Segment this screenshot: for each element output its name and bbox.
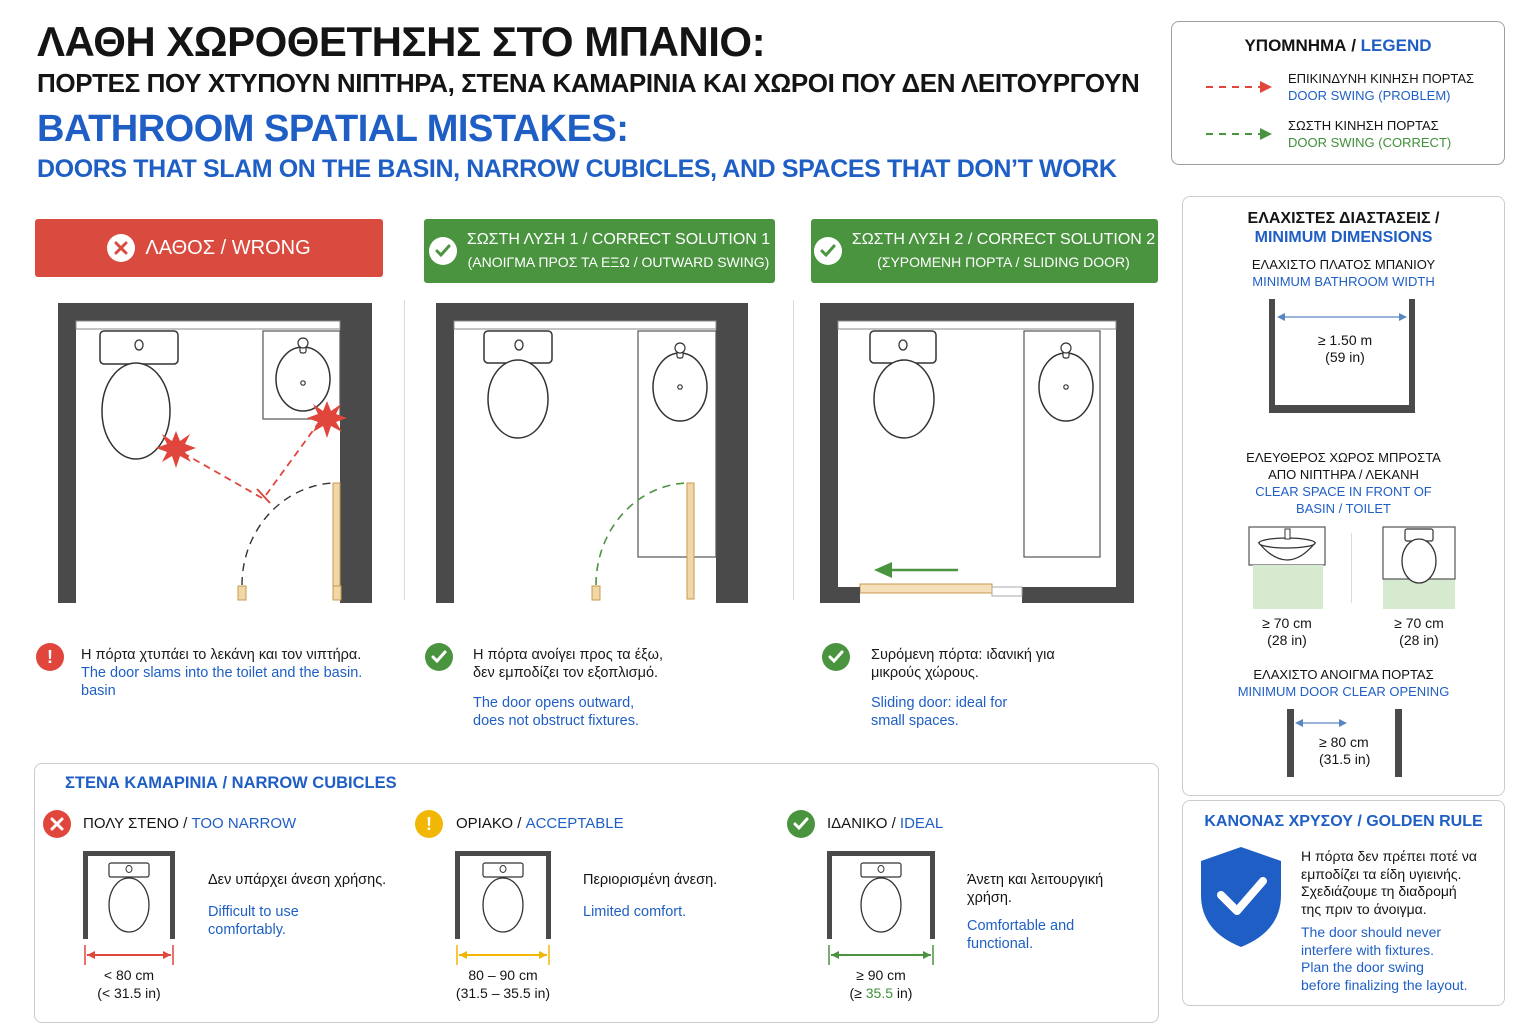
label-too-narrow: ΠΟΛΥ ΣΤΕΝΟ / TOO NARROW (83, 815, 297, 832)
width-label: ΕΛΑΧΙΣΤΟ ΠΛΑΤΟΣ ΜΠΑΝΙΟΥ MINIMUM BATHROOM WIDTH (1251, 257, 1436, 289)
golden-rule-text: Η πόρτα δεν πρέπει ποτέ να εμποδίζει τα είδη υγιεινής. Σχεδιάζουμε τη διαδρομή της πριν το άνοιγμα. The door should never interfere with fixtures. Plan the door swing before finalizing the layout. (1301, 848, 1478, 993)
dim-ideal: ≥ 90 cm (≥ 35.5 in) (849, 967, 913, 1001)
floorplan-wrong (58, 303, 372, 603)
panel-divider (793, 300, 794, 600)
floorplan-correct-2 (820, 303, 1134, 603)
page-title-english: BATHROOM SPATIAL MISTAKES: (37, 108, 629, 150)
minimum-dimensions-box (1182, 196, 1505, 796)
caution-icon: ! (415, 810, 443, 838)
cubicles-title: ΣΤΕΝΑ ΚΑΜΑΡΙΝΙΑ / NARROW CUBICLES (65, 774, 397, 792)
basin-clearance-value: ≥ 70 cm (28 in) (1262, 615, 1312, 648)
desc-acceptable: Περιορισμένη άνεση. Limited comfort. (583, 872, 718, 920)
note-correct-1: Η πόρτα ανοίγει προς τα έξω, δεν εμποδίζει τον εξοπλισμό. The door opens outward, does not obstruct fixtures. (473, 647, 664, 729)
golden-rule-title: ΚΑΝΟΝΑΣ ΧΡΥΣΟΥ / GOLDEN RULE (1204, 813, 1483, 830)
toilet-clearance-diagram (1381, 525, 1457, 613)
width-value: ≥ 1.50 m (59 in) (1317, 332, 1373, 365)
legend-box (1171, 21, 1505, 165)
page-subtitle-greek: ΠΟΡΤΕΣ ΠΟΥ ΧΤΥΠΟΥΝ ΝΙΠΤΗΡΑ, ΣΤΕΝΑ ΚΑΜΑΡΙΝΙΑ ΚΑΙ ΧΩΡΟΙ ΠΟΥ ΔΕΝ ΛΕΙΤΟΥΡΓΟΥΝ (37, 68, 1140, 98)
dim-acceptable: 80 – 90 cm (31.5 – 35.5 in) (455, 967, 551, 1001)
check-icon (425, 643, 453, 671)
check-circle-icon (429, 237, 457, 265)
cubicle-too-narrow (81, 849, 177, 969)
page-title-greek: ΛΑΘΗ ΧΩΡΟΘΕΤΗΣΗΣ ΣΤΟ ΜΠΑΝΙΟ: (37, 18, 766, 65)
basin-icon (1024, 331, 1100, 557)
cubicle-acceptable (453, 849, 553, 969)
basin-icon (638, 331, 716, 557)
dashed-red-arrow-icon (1204, 77, 1274, 107)
cubicle-ideal (825, 849, 937, 969)
dims-title: ΕΛΑΧΙΣΤΕΣ ΔΙΑΣΤΑΣΕΙΣ / MINIMUM DIMENSIONS (1247, 210, 1440, 246)
toilet-clearance-value: ≥ 70 cm (28 in) (1394, 615, 1444, 648)
divider (1351, 533, 1352, 603)
label-acceptable: ΟΡΙΑΚΟ / ACCEPTABLE (456, 815, 624, 832)
page-subtitle-english: DOORS THAT SLAM ON THE BASIN, NARROW CUBICLES, AND SPACES THAT DON’T WORK (37, 155, 1117, 183)
banner-correct-1: ΣΩΣΤΗ ΛΥΣΗ 1 / CORRECT SOLUTION 1 (ΑΝΟΙΓΜΑ ΠΡΟΣ ΤΑ ΕΞΩ / OUTWARD SWING) (424, 219, 775, 283)
check-circle-icon (814, 237, 842, 265)
note-wrong: Η πόρτα χτυπάει το λεκάνη και τον νιπτήρα. The door slams into the toilet and the basin. basin (81, 647, 363, 699)
narrow-cubicles-box (34, 763, 1159, 1023)
dim-too-narrow: < 80 cm (< 31.5 in) (97, 967, 161, 1001)
shield-check-icon (1199, 845, 1283, 949)
banner-correct-2: ΣΩΣΤΗ ΛΥΣΗ 2 / CORRECT SOLUTION 2 (ΣΥΡΟΜΕΝΗ ΠΟΡΤΑ / SLIDING DOOR) (811, 219, 1158, 283)
label-ideal: ΙΔΑΝΙΚΟ / IDEAL (827, 815, 944, 832)
note-correct-2: Συρόμενη πόρτα: ιδανική για μικρούς χώρους. Sliding door: ideal for small spaces. (871, 647, 1055, 729)
door-opening-value: ≥ 80 cm (31.5 in) (1319, 734, 1371, 767)
banner-wrong: ΛΑΘΟΣ / WRONG (35, 219, 383, 277)
clear-space-label: ΕΛΕΥΘΕΡΟΣ ΧΩΡΟΣ ΜΠΡΟΣΤΑ ΑΠΟ ΝΙΠΤΗΡΑ / ΛΕΚΑΝΗ CLEAR SPACE IN FRONT OF BASIN / TOILET (1246, 450, 1441, 516)
legend-title: ΥΠΟΜΝΗΜΑ / LEGEND (1244, 36, 1432, 55)
toilet-icon (484, 331, 552, 438)
legend-correct: ΣΩΣΤΗ ΚΙΝΗΣΗ ΠΟΡΤΑΣ DOOR SWING (CORRECT) (1288, 118, 1452, 150)
dashed-green-arrow-icon (1204, 124, 1274, 154)
door-opening-label: ΕΛΑΧΙΣΤΟ ΑΝΟΙΓΜΑ ΠΟΡΤΑΣ MINIMUM DOOR CLEAR OPENING (1237, 667, 1450, 699)
check-icon (822, 643, 850, 671)
golden-rule-box (1182, 800, 1505, 1006)
basin-clearance-diagram (1247, 525, 1327, 613)
desc-too-narrow: Δεν υπάρχει άνεση χρήσης. Difficult to use comfortably. (208, 872, 387, 938)
desc-ideal: Άνετη και λειτουργική χρήση. Comfortable and functional. (967, 872, 1104, 952)
x-circle-icon (43, 810, 71, 838)
check-icon (787, 810, 815, 838)
legend-problem: ΕΠΙΚΙΝΔΥΝΗ ΚΙΝΗΣΗ ΠΟΡΤΑΣ DOOR SWING (PROBLEM) (1288, 71, 1475, 103)
x-circle-icon (107, 234, 135, 262)
slide-arrow-icon (874, 562, 892, 578)
panel-divider (404, 300, 405, 600)
toilet-icon (870, 331, 936, 438)
floorplan-correct-1 (436, 303, 748, 603)
warning-icon: ! (36, 643, 64, 671)
